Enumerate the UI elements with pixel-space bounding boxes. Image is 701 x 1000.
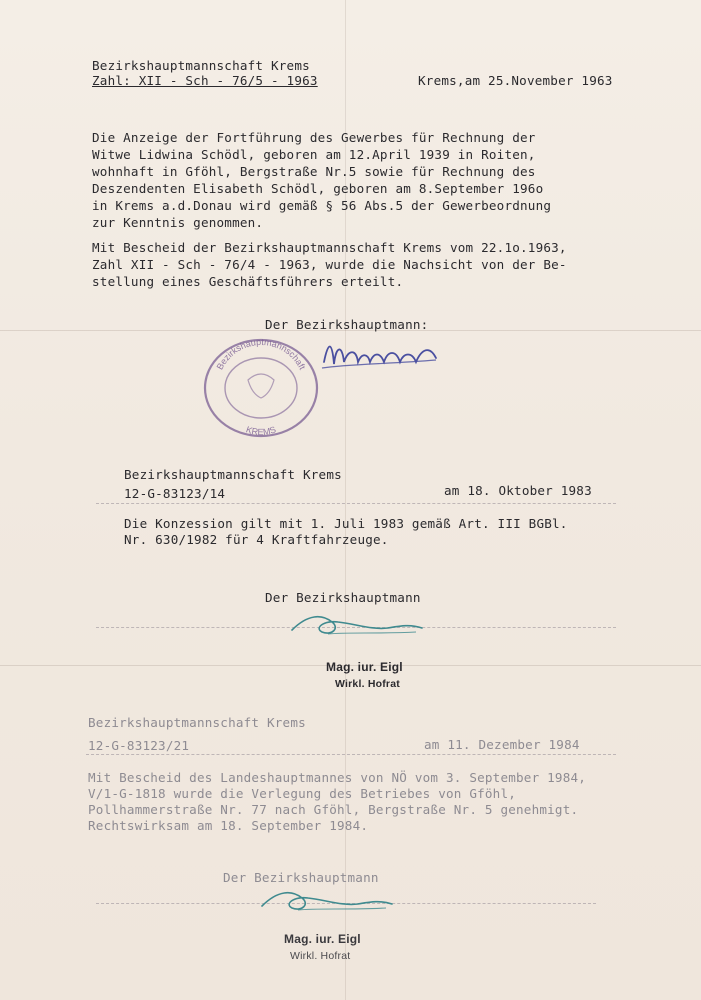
- text-line: stellung eines Geschäftsführers erteilt.: [92, 274, 404, 289]
- official-stamp: [196, 330, 326, 440]
- header-reference: Zahl: XII - Sch - 76/5 - 1963: [92, 73, 318, 88]
- dashed-rule: [96, 503, 616, 504]
- text-line: Mit Bescheid des Landeshauptmannes von NÖ vom 3. September 1984,: [88, 770, 587, 785]
- text-line: Witwe Lidwina Schödl, geboren am 12.April 1939 in Roiten,: [92, 147, 536, 162]
- signoff-2: Der Bezirkshauptmann: [265, 590, 421, 605]
- header-authority: Bezirkshauptmannschaft Krems: [92, 58, 310, 73]
- stamp-text: Bezirkshauptmannschaft: [214, 336, 308, 372]
- text-line: Deszendenten Elisabeth Schödl, geboren am 8.September 196o: [92, 181, 544, 196]
- header-place-date: Krems,am 25.November 1963: [418, 73, 613, 88]
- text-line: V/1-G-1818 wurde die Verlegung des Betriebes von Gföhl,: [88, 786, 517, 801]
- signature-2: [288, 608, 428, 644]
- stamp-bottom-text: KREMS: [244, 424, 278, 438]
- section2-reference: 12-G-83123/14: [124, 486, 226, 501]
- svg-text:KREMS: [245, 424, 278, 437]
- official-name-3: Mag. iur. Eigl: [284, 932, 361, 946]
- text-line: Rechtswirksam am 18. September 1984.: [88, 818, 369, 833]
- text-line: Zahl XII - Sch - 76/4 - 1963, wurde die Nachsicht von der Be-: [92, 257, 567, 272]
- svg-text:Bezirkshauptmannschaft: [215, 337, 308, 372]
- section3-reference: 12-G-83123/21: [88, 738, 190, 753]
- section2-authority: Bezirkshauptmannschaft Krems: [124, 467, 342, 482]
- text-line: Die Anzeige der Fortführung des Gewerbes für Rechnung der: [92, 130, 536, 145]
- official-title-3: Wirkl. Hofrat: [290, 950, 351, 962]
- text-line: Mit Bescheid der Bezirkshauptmannschaft Krems vom 22.1o.1963,: [92, 240, 567, 255]
- signature-3: [258, 884, 398, 920]
- section3-authority: Bezirkshauptmannschaft Krems: [88, 715, 306, 730]
- section3-date: am 11. Dezember 1984: [424, 737, 580, 752]
- signoff-1: Der Bezirkshauptmann:: [265, 317, 429, 332]
- text-line: wohnhaft in Gföhl, Bergstraße Nr.5 sowie für Rechnung des: [92, 164, 536, 179]
- text-line: zur Kenntnis genommen.: [92, 215, 264, 230]
- text-line: Die Konzession gilt mit 1. Juli 1983 gemäß Art. III BGBl.: [124, 516, 568, 531]
- section2-date: am 18. Oktober 1983: [444, 483, 592, 498]
- text-line: Pollhammerstraße Nr. 77 nach Gföhl, Bergstraße Nr. 5 genehmigt.: [88, 802, 579, 817]
- text-line: Nr. 630/1982 für 4 Kraftfahrzeuge.: [124, 532, 389, 547]
- official-name-2: Mag. iur. Eigl: [326, 660, 403, 674]
- dashed-rule: [86, 754, 616, 755]
- official-title-2: Wirkl. Hofrat: [335, 678, 400, 690]
- text-line: in Krems a.d.Donau wird gemäß § 56 Abs.5 der Gewerbeordnung: [92, 198, 552, 213]
- signoff-3: Der Bezirkshauptmann: [223, 870, 379, 885]
- signature-1: [318, 332, 448, 378]
